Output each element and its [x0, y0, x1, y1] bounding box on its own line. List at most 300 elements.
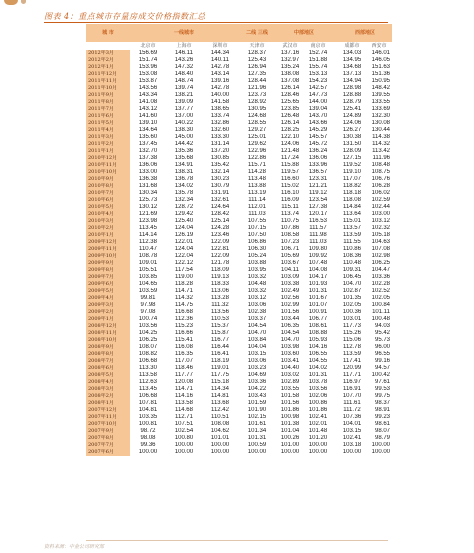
value-cell: 103.95 — [247, 267, 267, 273]
value-cell: 102.54 — [174, 428, 194, 434]
value-cell: 107.48 — [308, 260, 328, 266]
value-cell: 130.34 — [138, 190, 158, 196]
table-row — [86, 127, 392, 134]
value-cell: 123.54 — [308, 197, 328, 203]
date-cell: 2008年4月 — [86, 379, 130, 386]
date-cell: 2010年12月 — [86, 155, 130, 162]
date-cell: 2011年8月 — [86, 99, 130, 106]
value-cell: 99.16 — [374, 358, 390, 364]
value-cell: 117.73 — [343, 323, 361, 329]
value-cell: 102.49 — [280, 288, 300, 294]
value-cell: 104.47 — [371, 267, 390, 273]
value-cell: 138.65 — [210, 106, 230, 112]
value-cell: 103.36 — [371, 274, 390, 280]
value-cell: 137.13 — [342, 71, 362, 77]
value-cell: 98.37 — [374, 400, 390, 406]
table-row — [86, 99, 392, 106]
value-cell: 111.98 — [309, 232, 327, 238]
value-cell: 113.19 — [248, 190, 266, 196]
value-cell: 123.85 — [280, 106, 300, 112]
value-cell: 120.17 — [308, 211, 328, 217]
value-cell: 102.44 — [371, 204, 390, 210]
value-cell: 110.47 — [139, 246, 157, 252]
value-cell: 116.08 — [175, 344, 193, 350]
value-cell: 131.50 — [342, 141, 362, 147]
value-cell: 102.56 — [280, 295, 300, 301]
value-cell: 112.63 — [139, 379, 157, 385]
value-cell: 117.77 — [175, 372, 193, 378]
value-cell: 99.36 — [140, 442, 156, 448]
value-cell: 116.44 — [211, 344, 229, 350]
date-cell: 2010年6月 — [86, 197, 130, 204]
header-city-label: 城 市 — [86, 24, 130, 42]
date-cell: 2009年6月 — [86, 281, 130, 288]
value-cell: 129.27 — [247, 127, 267, 133]
value-cell: 146.11 — [175, 50, 193, 56]
value-cell: 143.34 — [138, 92, 158, 98]
date-cell: 2008年6月 — [86, 365, 130, 372]
table-row — [86, 113, 392, 120]
value-cell: 140.22 — [174, 120, 194, 126]
table-row — [86, 449, 392, 456]
value-cell: 107.86 — [280, 225, 300, 231]
date-cell: 2012年1月 — [86, 64, 130, 71]
date-cell: 2011年7月 — [86, 106, 130, 113]
value-cell: 132.61 — [210, 197, 230, 203]
table-row — [86, 442, 392, 449]
value-cell: 124.89 — [342, 113, 362, 119]
value-cell: 104.69 — [247, 372, 267, 378]
value-cell: 106.77 — [308, 316, 328, 322]
table-row — [86, 183, 392, 190]
value-cell: 118.28 — [175, 281, 193, 287]
value-cell: 104.25 — [138, 330, 158, 336]
date-cell: 2009年3月 — [86, 302, 130, 309]
date-cell: 2010年2月 — [86, 225, 130, 232]
date-cell: 2008年12月 — [86, 323, 130, 330]
value-cell: 106.35 — [280, 323, 300, 329]
value-cell: 111.14 — [248, 197, 266, 203]
value-cell: 100.26 — [280, 435, 300, 441]
value-cell: 128.42 — [210, 211, 230, 217]
value-cell: 121.96 — [247, 85, 267, 91]
value-cell: 144.00 — [308, 99, 328, 105]
date-cell: 2010年7月 — [86, 190, 130, 197]
value-cell: 109.80 — [308, 246, 328, 252]
date-cell: 2008年3月 — [86, 386, 130, 393]
value-cell: 100.00 — [174, 442, 194, 448]
value-cell: 101.04 — [280, 428, 300, 434]
date-cell: 2012年2月 — [86, 57, 130, 64]
value-cell: 95.73 — [374, 337, 390, 343]
table-row — [86, 365, 392, 372]
value-cell: 113.45 — [139, 225, 157, 231]
header-city-shanghai: 上海市 — [166, 42, 202, 50]
date-cell: 2009年10月 — [86, 253, 130, 260]
table-row — [86, 85, 392, 92]
value-cell: 130.38 — [342, 134, 362, 140]
value-cell: 113.74 — [281, 211, 299, 217]
value-cell: 119.10 — [343, 169, 361, 175]
value-cell: 101.00 — [280, 442, 300, 448]
value-cell: 108.36 — [342, 253, 362, 259]
value-cell: 104.08 — [308, 267, 328, 273]
table-row — [86, 120, 392, 127]
value-cell: 139.16 — [210, 78, 230, 84]
value-cell: 119.12 — [309, 190, 327, 196]
value-cell: 133.30 — [210, 134, 230, 140]
value-cell: 107.15 — [247, 225, 267, 231]
value-cell: 103.12 — [371, 218, 390, 224]
value-cell: 153.08 — [138, 71, 158, 77]
value-cell: 95.42 — [374, 330, 390, 336]
table-row — [86, 421, 392, 428]
value-cell: 115.18 — [211, 379, 229, 385]
value-cell: 125.41 — [342, 106, 362, 112]
value-cell: 111.72 — [343, 407, 361, 413]
value-cell: 100.00 — [308, 442, 328, 448]
value-cell: 139.55 — [371, 92, 390, 98]
date-cell: 2010年10月 — [86, 169, 130, 176]
value-cell: 123.46 — [210, 232, 230, 238]
chart-title: 图表 4：重点城市存量房成交价格指数汇总 — [44, 12, 206, 21]
value-cell: 114.38 — [372, 134, 390, 140]
date-cell: 2012年3月 — [86, 50, 130, 57]
table-row — [86, 386, 392, 393]
date-cell: 2007年11月 — [86, 414, 130, 421]
value-cell: 101.93 — [308, 281, 328, 287]
table-row — [86, 400, 392, 407]
value-cell: 112.38 — [139, 239, 157, 245]
value-cell: 113.45 — [139, 386, 157, 392]
value-cell: 142.78 — [210, 64, 230, 70]
value-cell: 97.61 — [374, 379, 390, 385]
value-cell: 141.60 — [138, 113, 158, 119]
value-cell: 103.02 — [280, 372, 300, 378]
value-cell: 117.07 — [175, 358, 193, 364]
title-rule — [44, 22, 388, 23]
table-row — [86, 288, 392, 295]
value-cell: 130.12 — [138, 204, 158, 210]
value-cell: 103.35 — [138, 414, 158, 420]
value-cell: 133.96 — [308, 162, 328, 168]
value-cell: 113.48 — [248, 176, 266, 182]
value-cell: 94.03 — [374, 323, 390, 329]
table-row — [86, 218, 392, 225]
value-cell: 102.99 — [280, 302, 300, 308]
value-cell: 137.16 — [280, 50, 300, 56]
value-cell: 107.70 — [342, 393, 362, 399]
value-cell: 121.21 — [308, 183, 328, 189]
date-cell: 2011年9月 — [86, 92, 130, 99]
value-cell: 106.68 — [138, 358, 158, 364]
value-cell: 122.09 — [210, 239, 230, 245]
value-cell: 115.02 — [281, 183, 299, 189]
logo-mark — [4, 0, 18, 5]
value-cell: 103.00 — [371, 211, 390, 217]
value-cell: 132.14 — [210, 169, 230, 175]
value-cell: 111.55 — [343, 239, 361, 245]
value-cell: 103.12 — [247, 295, 267, 301]
value-cell: 118.46 — [175, 365, 193, 371]
value-cell: 142.78 — [210, 85, 230, 91]
value-cell: 133.69 — [371, 106, 390, 112]
date-cell: 2008年10月 — [86, 337, 130, 344]
value-cell: 106.86 — [247, 239, 267, 245]
value-cell: 104.54 — [247, 323, 267, 329]
value-cell: 145.72 — [308, 141, 328, 147]
value-cell: 96.55 — [374, 351, 390, 357]
value-cell: 147.73 — [308, 92, 328, 98]
date-cell: 2010年11月 — [86, 162, 130, 169]
value-cell: 98.07 — [374, 428, 390, 434]
date-cell: 2010年9月 — [86, 176, 130, 183]
value-cell: 109.01 — [138, 260, 158, 266]
value-cell: 103.78 — [308, 379, 328, 385]
value-cell: 100.00 — [280, 449, 300, 455]
value-cell: 118.18 — [343, 190, 361, 196]
date-cell: 2010年3月 — [86, 218, 130, 225]
value-cell: 124.04 — [174, 225, 194, 231]
value-cell: 127.15 — [342, 155, 362, 161]
value-cell: 106.55 — [308, 351, 328, 357]
value-cell: 115.41 — [175, 337, 193, 343]
value-cell: 114.34 — [211, 386, 229, 392]
value-cell: 104.63 — [371, 239, 390, 245]
value-cell: 115.87 — [211, 330, 229, 336]
value-cell: 115.01 — [343, 218, 361, 224]
value-cell: 101.07 — [308, 302, 328, 308]
value-cell: 100.91 — [308, 309, 328, 315]
value-cell: 108.08 — [210, 421, 230, 427]
value-cell: 103.59 — [138, 288, 158, 294]
value-cell: 113.58 — [139, 372, 157, 378]
value-cell: 99.81 — [140, 295, 156, 301]
value-cell: 108.61 — [308, 323, 328, 329]
value-cell: 142.57 — [308, 85, 328, 91]
value-cell: 128.37 — [247, 50, 267, 56]
value-cell: 124.28 — [210, 225, 230, 231]
value-cell: 148.42 — [371, 85, 390, 91]
value-cell: 101.20 — [308, 435, 328, 441]
value-cell: 106.28 — [371, 183, 390, 189]
value-cell: 132.70 — [138, 148, 158, 154]
table-row — [86, 302, 392, 309]
header-city-tianjin: 天津市 — [244, 42, 270, 50]
date-cell: 2011年10月 — [86, 85, 130, 92]
value-cell: 117.07 — [343, 176, 361, 182]
value-cell: 100.00 — [138, 449, 158, 455]
value-cell: 143.70 — [308, 113, 328, 119]
date-cell: 2010年8月 — [86, 183, 130, 190]
value-cell: 139.04 — [308, 106, 328, 112]
value-cell: 102.15 — [247, 414, 267, 420]
value-cell: 101.34 — [247, 428, 267, 434]
value-cell: 108.82 — [138, 351, 158, 357]
value-cell: 153.13 — [308, 71, 328, 77]
value-cell: 125.73 — [138, 197, 158, 203]
value-cell: 116.35 — [175, 351, 193, 357]
value-cell: 103.43 — [247, 393, 267, 399]
value-cell: 107.55 — [247, 218, 267, 224]
value-cell: 113.58 — [175, 400, 193, 406]
table-row — [86, 148, 392, 155]
value-cell: 123.73 — [247, 92, 267, 98]
value-cell: 127.35 — [247, 71, 267, 77]
value-cell: 115.11 — [281, 204, 299, 210]
value-cell: 108.78 — [138, 253, 158, 259]
value-cell: 103.23 — [247, 365, 267, 371]
value-cell: 110.48 — [343, 260, 361, 266]
value-cell: 130.85 — [210, 155, 230, 161]
value-cell: 153.96 — [138, 64, 158, 70]
value-cell: 130.95 — [247, 106, 267, 112]
value-cell: 104.22 — [247, 386, 267, 392]
value-cell: 100.00 — [342, 449, 362, 455]
value-cell: 111.03 — [248, 211, 266, 217]
value-cell: 103.09 — [280, 274, 300, 280]
value-cell: 125.14 — [210, 218, 230, 224]
value-cell: 116.91 — [343, 386, 361, 392]
value-cell: 113.42 — [372, 148, 390, 154]
source-note: 资料来源：中金公司研究部 — [44, 544, 105, 550]
table-row — [86, 106, 392, 113]
value-cell: 104.17 — [308, 274, 328, 280]
value-cell: 128.25 — [280, 127, 300, 133]
value-cell: 114.16 — [175, 393, 193, 399]
value-cell: 104.11 — [281, 267, 299, 273]
date-cell: 2009年5月 — [86, 288, 130, 295]
value-cell: 143.66 — [308, 120, 328, 126]
value-cell: 124.68 — [247, 113, 267, 119]
value-cell: 103.44 — [280, 316, 300, 322]
value-cell: 113.30 — [139, 365, 157, 371]
date-cell: 2011年4月 — [86, 127, 130, 134]
value-cell: 111.96 — [372, 155, 390, 161]
date-cell: 2008年1月 — [86, 400, 130, 407]
value-cell: 103.06 — [247, 358, 267, 364]
date-cell: 2008年11月 — [86, 330, 130, 337]
value-cell: 128.44 — [247, 78, 267, 84]
value-cell: 100.98 — [280, 414, 300, 420]
table-row — [86, 372, 392, 379]
value-cell: 145.29 — [308, 127, 328, 133]
table-row — [86, 64, 392, 71]
value-cell: 114.28 — [248, 169, 266, 175]
value-cell: 113.56 — [211, 309, 229, 315]
value-cell: 100.36 — [342, 309, 362, 315]
value-cell: 118.08 — [343, 197, 361, 203]
value-cell: 106.25 — [371, 260, 390, 266]
table-row — [86, 351, 392, 358]
value-cell: 148.40 — [174, 71, 194, 77]
value-cell: 102.41 — [342, 435, 362, 441]
header-city-chengdu: 成都市 — [338, 42, 366, 50]
value-cell: 112.01 — [248, 204, 266, 210]
value-cell: 115.23 — [175, 323, 193, 329]
table-row — [86, 141, 392, 148]
value-cell: 114.84 — [343, 204, 361, 210]
table-row — [86, 267, 392, 274]
value-cell: 98.08 — [140, 435, 156, 441]
date-cell: 2009年12月 — [86, 239, 130, 246]
date-cell: 2008年5月 — [86, 372, 130, 379]
value-cell: 100.81 — [138, 421, 158, 427]
value-cell: 132.60 — [210, 127, 230, 133]
date-cell: 2010年5月 — [86, 204, 130, 211]
price-index-table — [86, 24, 392, 456]
value-cell: 140.00 — [210, 92, 230, 98]
value-cell: 102.59 — [371, 197, 390, 203]
date-cell: 2011年12月 — [86, 71, 130, 78]
date-cell: 2010年1月 — [86, 232, 130, 239]
value-cell: 140.11 — [211, 57, 229, 63]
value-cell: 101.01 — [210, 435, 230, 441]
value-cell: 101.35 — [342, 295, 362, 301]
value-cell: 105.51 — [138, 267, 158, 273]
table-row — [86, 92, 392, 99]
value-cell: 121.69 — [138, 211, 158, 217]
value-cell: 104.01 — [342, 421, 362, 427]
value-cell: 99.53 — [374, 386, 390, 392]
value-cell: 108.58 — [280, 232, 300, 238]
value-cell: 100.74 — [138, 316, 158, 322]
value-cell: 136.24 — [308, 148, 328, 154]
value-cell: 104.70 — [280, 337, 300, 343]
value-cell: 117.24 — [281, 155, 299, 161]
value-cell: 104.62 — [210, 428, 230, 434]
value-cell: 100.00 — [308, 449, 328, 455]
value-cell: 113.68 — [211, 400, 229, 406]
value-cell: 113.59 — [343, 232, 361, 238]
value-cell: 128.79 — [342, 99, 362, 105]
header-row-groups — [86, 24, 392, 42]
date-cell: 2009年7月 — [86, 274, 130, 281]
value-cell: 130.44 — [371, 127, 390, 133]
value-cell: 120.08 — [174, 379, 194, 385]
value-cell: 104.02 — [308, 365, 328, 371]
value-cell: 119.00 — [175, 274, 193, 280]
date-cell: 2011年3月 — [86, 134, 130, 141]
value-cell: 145.57 — [308, 134, 328, 140]
value-cell: 112.42 — [211, 407, 229, 413]
value-cell: 101.67 — [308, 295, 328, 301]
value-cell: 135.36 — [174, 148, 194, 154]
value-cell: 102.06 — [308, 393, 328, 399]
value-cell: 99.75 — [374, 393, 390, 399]
value-cell: 107.36 — [342, 414, 362, 420]
date-cell: 2008年2月 — [86, 393, 130, 400]
value-cell: 139.10 — [138, 120, 158, 126]
value-cell: 99.23 — [374, 414, 390, 420]
header-city-xian: 西安市 — [366, 42, 392, 50]
value-cell: 101.31 — [308, 288, 328, 294]
value-cell: 126.48 — [280, 113, 300, 119]
value-cell: 114.14 — [139, 232, 157, 238]
value-cell: 101.90 — [247, 407, 267, 413]
value-cell: 146.05 — [371, 57, 390, 63]
table-row — [86, 232, 392, 239]
table-row — [86, 358, 392, 365]
date-cell: 2011年2月 — [86, 141, 130, 148]
value-cell: 100.80 — [174, 435, 194, 441]
value-cell: 122.12 — [174, 260, 194, 266]
value-cell: 137.38 — [138, 155, 158, 161]
value-cell: 101.56 — [280, 400, 300, 406]
value-cell: 111.61 — [343, 400, 361, 406]
header-city-corner — [86, 42, 130, 50]
value-cell: 103.37 — [247, 316, 267, 322]
